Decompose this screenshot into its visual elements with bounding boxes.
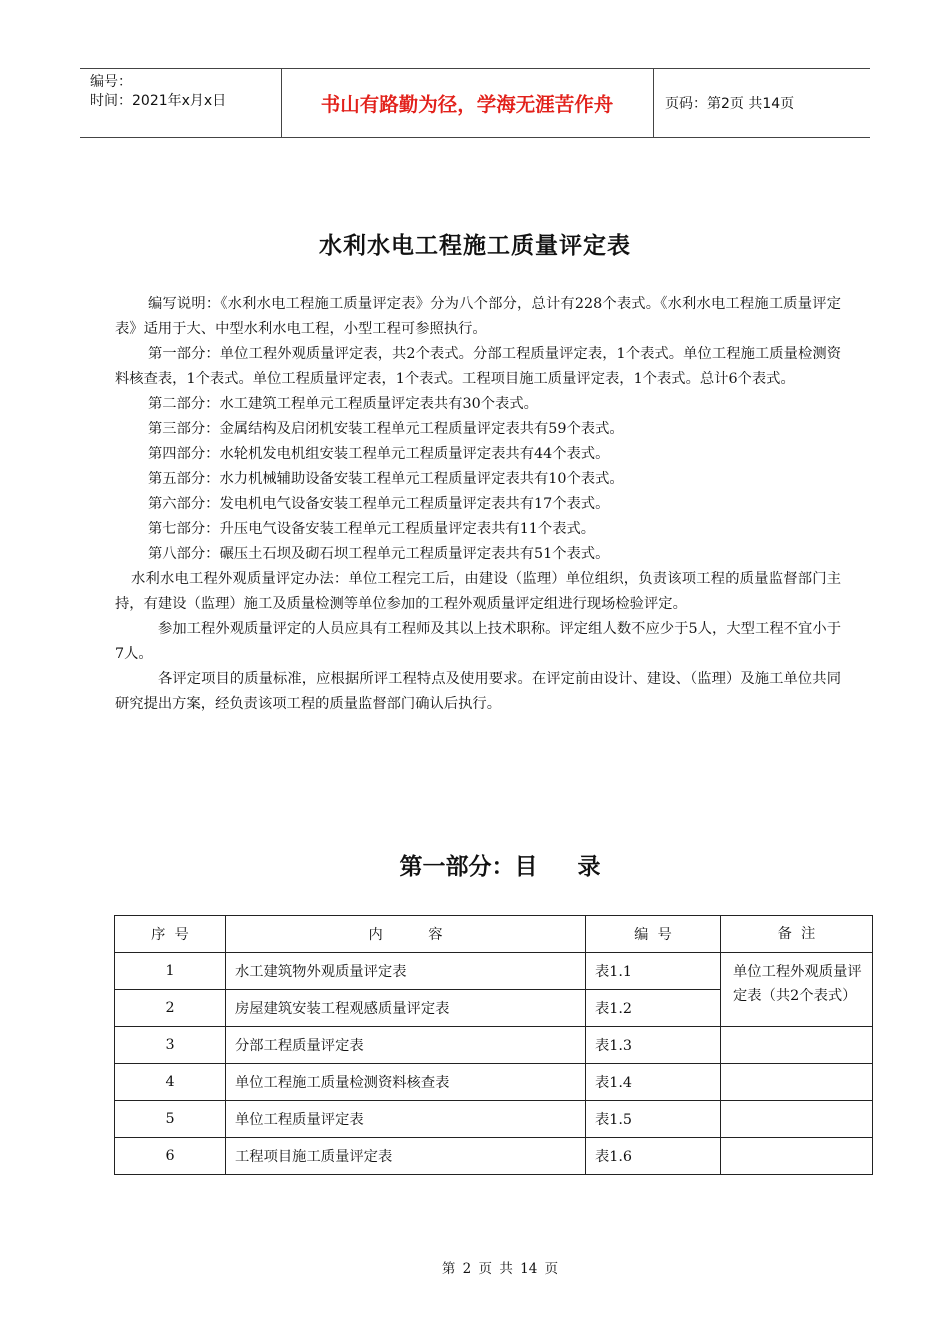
paragraph-part-5: 第五部分：水力机械辅助设备安装工程单元工程质量评定表共有10个表式。 <box>148 471 624 487</box>
header-content: 内 容 <box>226 916 586 953</box>
document-body <box>115 292 841 717</box>
paragraph-part-2: 第二部分：水工建筑工程单元工程质量评定表共有30个表式。 <box>148 396 538 412</box>
row-no: 1 <box>115 953 226 990</box>
header-divider <box>653 69 654 137</box>
row-no: 4 <box>115 1064 226 1101</box>
paragraph-part-1: 第一部分：单位工程外观质量评定表，共2个表式。分部工程质量评定表，1个表式。单位工程施工质量检测资料核查表，1个表式。单位工程质量评定表，1个表式。工程项目施工质量评定表，1个表式。总计6个表式。 <box>115 346 841 387</box>
row-content: 工程项目施工质量评定表 <box>226 1138 586 1175</box>
row-no: 2 <box>115 990 226 1027</box>
page-footer: 第 2 页 共 14 页 <box>441 1261 559 1277</box>
row-content: 单位工程施工质量检测资料核查表 <box>226 1064 586 1101</box>
paragraph-part-7: 第七部分：升压电气设备安装工程单元工程质量评定表共有11个表式。 <box>148 521 596 537</box>
header-code: 编 号 <box>586 916 721 953</box>
row-note <box>721 1101 873 1138</box>
row-content: 单位工程质量评定表 <box>226 1101 586 1138</box>
row-note-merged <box>721 953 873 1027</box>
row-note <box>721 1064 873 1101</box>
row-code: 表1.1 <box>586 953 721 990</box>
toc-table <box>114 915 873 1175</box>
row-code: 表1.6 <box>586 1138 721 1175</box>
paragraph-part-6: 第六部分：发电机电气设备安装工程单元工程质量评定表共有17个表式。 <box>148 496 610 512</box>
header-page-info: 页码：第2页 共14页 <box>665 96 795 112</box>
table-row <box>115 1101 873 1138</box>
section-title-part: 第一部分：目 <box>399 853 538 880</box>
document-title: 水利水电工程施工质量评定表 <box>319 232 631 259</box>
paragraph-part-3: 第三部分：金属结构及启闭机安装工程单元工程质量评定表共有59个表式。 <box>148 421 624 437</box>
header-no: 序 号 <box>115 916 226 953</box>
paragraph-part-8: 第八部分：碾压土石坝及砌石坝工程单元工程质量评定表共有51个表式。 <box>148 546 610 562</box>
row-note-text: 单位工程外观质量评定表（共2个表式） <box>733 964 862 1004</box>
table-header-row <box>115 916 873 953</box>
row-no: 3 <box>115 1027 226 1064</box>
header-note: 备 注 <box>721 916 873 953</box>
row-code: 表1.3 <box>586 1027 721 1064</box>
table-row <box>115 1064 873 1101</box>
section-title-gap <box>537 853 577 880</box>
row-code: 表1.2 <box>586 990 721 1027</box>
section-title-last: 录 <box>577 853 601 880</box>
table-row <box>115 1138 873 1175</box>
row-content: 水工建筑物外观质量评定表 <box>226 953 586 990</box>
paragraph-part-4: 第四部分：水轮机发电机组安装工程单元工程质量评定表共有44个表式。 <box>148 446 610 462</box>
section-title <box>0 848 950 881</box>
header-date: 时间：2021年x月x日 <box>90 93 227 109</box>
row-no: 6 <box>115 1138 226 1175</box>
paragraph-method: 水利水电工程外观质量评定办法：单位工程完工后，由建设（监理）单位组织，负责该项工程的质量监督部门主持，有建设（监理）施工及质量检测等单位参加的工程外观质量评定组进行现场检验评定。 <box>115 571 841 612</box>
paragraph-intro: 编写说明：《水利水电工程施工质量评定表》分为八个部分，总计有228个表式。《水利水电工程施工质量评定表》适用于大、中型水利水电工程，小型工程可参照执行。 <box>115 296 841 337</box>
page-header <box>80 68 870 138</box>
row-code: 表1.5 <box>586 1101 721 1138</box>
row-content: 分部工程质量评定表 <box>226 1027 586 1064</box>
paragraph-standards: 各评定项目的质量标准，应根据所评工程特点及使用要求。在评定前由设计、建设、（监理）及施工单位共同研究提出方案，经负责该项工程的质量监督部门确认后执行。 <box>115 671 841 712</box>
header-motto: 书山有路勤为径，学海无涯苦作舟 <box>320 93 614 116</box>
table-row <box>115 1027 873 1064</box>
header-meta <box>90 73 226 111</box>
table-row <box>115 953 873 990</box>
row-note <box>721 1138 873 1175</box>
paragraph-personnel: 参加工程外观质量评定的人员应具有工程师及其以上技术职称。评定组人数不应少于5人，大型工程不宜小于7人。 <box>115 621 841 662</box>
row-no: 5 <box>115 1101 226 1138</box>
row-code: 表1.4 <box>586 1064 721 1101</box>
row-content: 房屋建筑安装工程观感质量评定表 <box>226 990 586 1027</box>
row-note <box>721 1027 873 1064</box>
header-number: 编号： <box>90 74 132 90</box>
